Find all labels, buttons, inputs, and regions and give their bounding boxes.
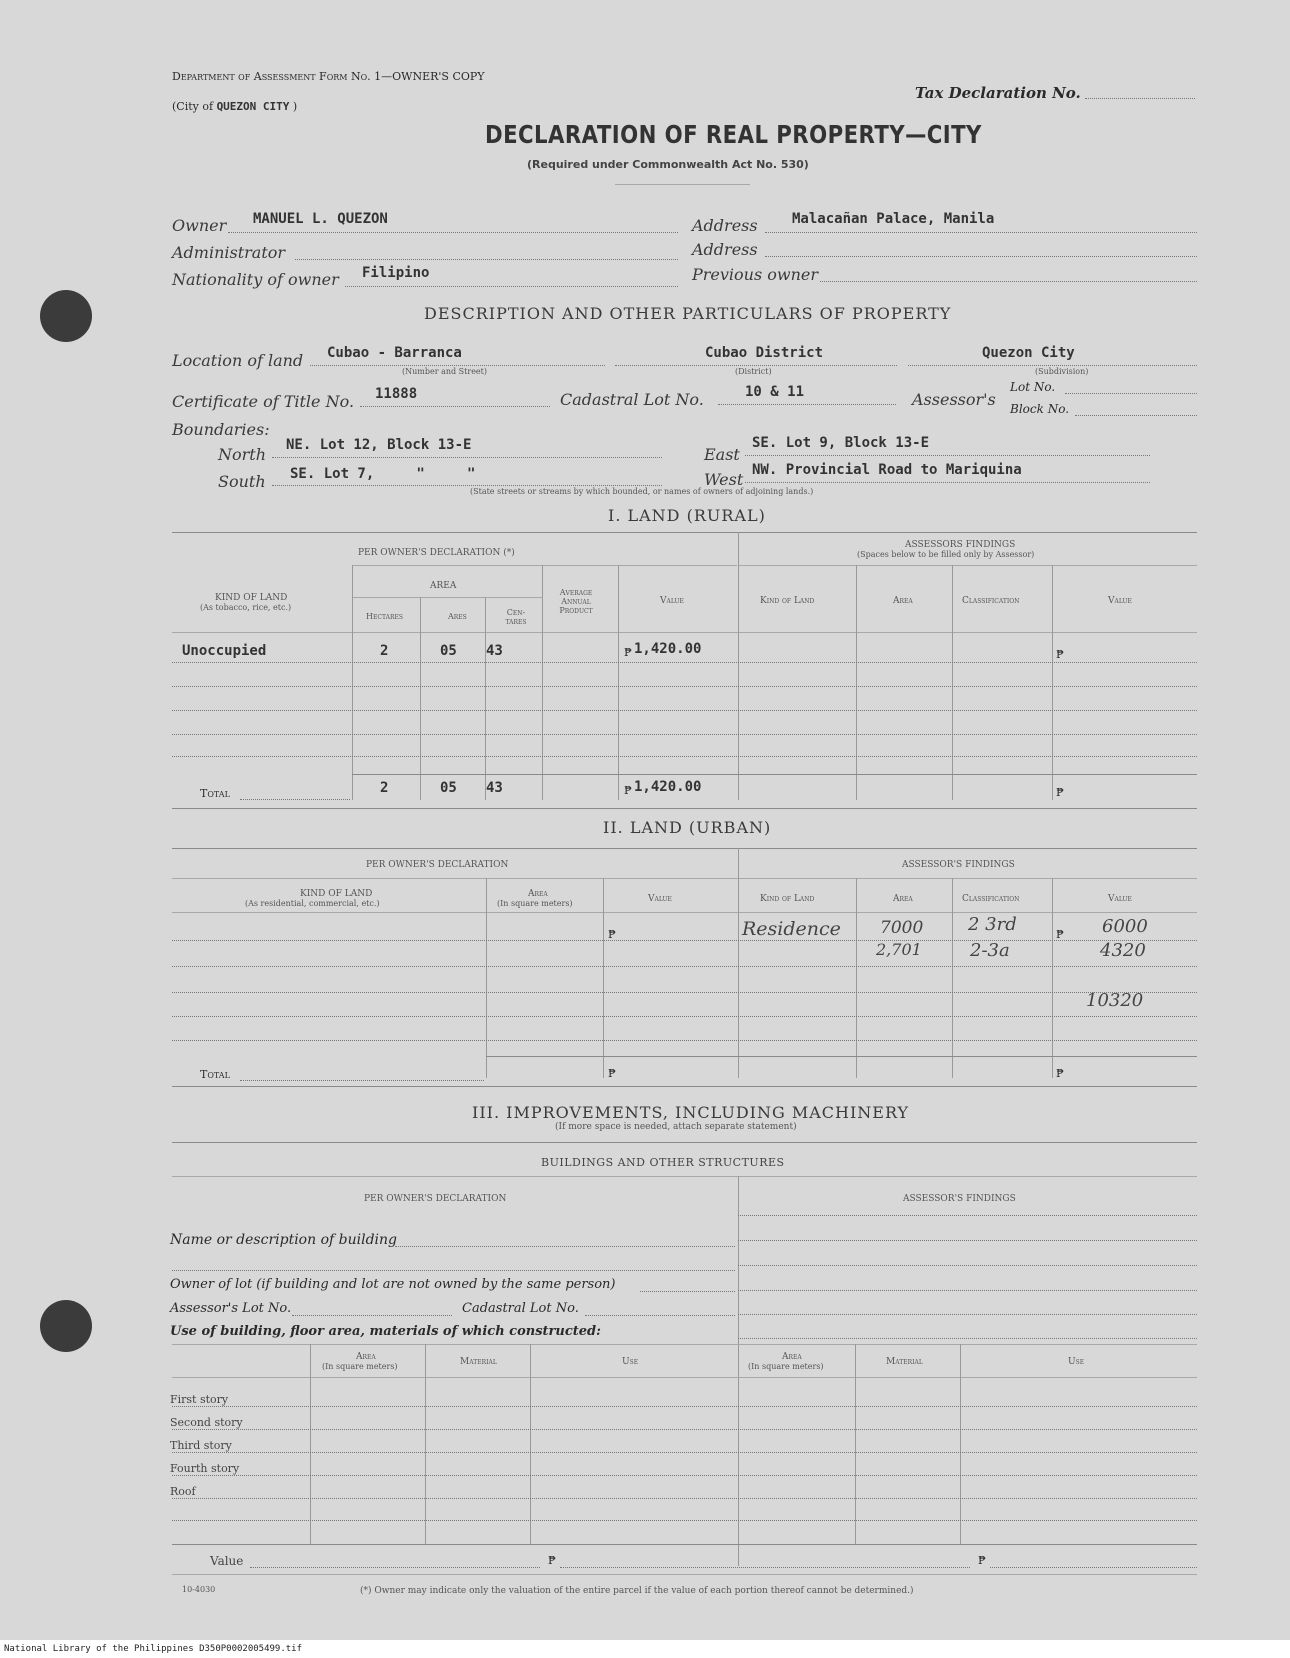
stories-top-rule: [172, 1344, 1197, 1345]
cadastral-label: Cadastral Lot No.: [560, 390, 704, 409]
story-second: Second story: [170, 1416, 243, 1429]
nationality-line: [345, 286, 678, 287]
urban-col-assessor-area: Area: [893, 894, 913, 904]
rural-row-centares: 43: [486, 643, 503, 659]
assessor-line: [738, 1338, 1197, 1339]
south-value: SE. Lot 7, " ": [290, 466, 476, 482]
improvements-assessor-findings: ASSESSOR'S FINDINGS: [903, 1194, 1016, 1204]
story-col-divider: [855, 1344, 856, 1544]
description-heading: DESCRIPTION AND OTHER PARTICULARS OF PROPERTY: [424, 304, 952, 323]
story-col-assessor-area-note: (In square meters): [748, 1362, 824, 1371]
city-value: QUEZON CITY: [216, 100, 290, 113]
rural-col-divider: [618, 565, 619, 800]
page-title: DECLARATION OF REAL PROPERTY—CITY: [485, 120, 982, 149]
handwritten-class-2: 2-3a: [970, 940, 1010, 961]
urban-assessor-findings: ASSESSOR'S FINDINGS: [902, 860, 1015, 870]
urban-col-area: Area: [528, 889, 548, 899]
urban-col-value: Value: [648, 894, 672, 904]
urban-row-assessor-peso: ₱: [1056, 928, 1064, 941]
urban-heading: II. LAND (URBAN): [603, 818, 772, 837]
north-value: NE. Lot 12, Block 13-E: [286, 437, 472, 453]
urban-col-divider: [738, 848, 739, 1078]
urban-columns-rule: [172, 912, 1197, 913]
urban-total-assessor-peso: ₱: [1056, 1067, 1064, 1080]
handwritten-total: 10320: [1086, 990, 1144, 1011]
rural-heading: I. LAND (RURAL): [608, 506, 766, 525]
rural-col-assessor-classification: Classification: [962, 596, 1020, 606]
lot-no-line: [1065, 393, 1197, 394]
story-line: [172, 1520, 1197, 1521]
page-subtitle: (Required under Commonwealth Act No. 530): [527, 158, 809, 171]
story-col-divider: [530, 1344, 531, 1544]
story-line: [172, 1429, 1197, 1430]
rural-col-kind-note: (As tobacco, rice, etc.): [200, 603, 292, 612]
rural-top-rule: [172, 532, 1197, 533]
punch-hole: [40, 1300, 92, 1352]
block-no-line: [1075, 415, 1197, 416]
improvements-divider: [738, 1176, 739, 1566]
scan-footer: National Library of the Philippines D350P0002005499.tif: [0, 1640, 1290, 1658]
previous-owner-line: [820, 281, 1197, 282]
urban-col-assessor-classification: Classification: [962, 894, 1020, 904]
urban-row-line: [172, 992, 1197, 993]
assessor-line: [738, 1215, 1197, 1216]
title-no-value: 11888: [375, 386, 418, 402]
urban-col-divider: [952, 878, 953, 1078]
rural-col-area: AREA: [430, 581, 457, 591]
boundaries-note: (State streets or streams by which bounded, or names of owners of adjoining lands.): [470, 487, 814, 496]
urban-row-line: [172, 966, 1197, 967]
assessor-line: [738, 1240, 1197, 1241]
building-extra-line: [172, 1270, 735, 1271]
stories-bottom-rule: [172, 1544, 1197, 1545]
building-value-assessor-peso: ₱: [978, 1554, 986, 1567]
urban-total-rule: [486, 1056, 1197, 1057]
lot-no-label: Lot No.: [1010, 380, 1056, 394]
story-roof: Roof: [170, 1485, 196, 1498]
story-col-use: Use: [622, 1357, 639, 1367]
rural-col-ares: Ares: [448, 612, 467, 621]
west-line: [745, 482, 1150, 483]
owner-line: [228, 232, 678, 233]
stories-header-rule: [172, 1377, 1197, 1378]
rural-total-ares: 05: [440, 780, 457, 796]
improvements-header-rule: [172, 1176, 1197, 1177]
punch-hole: [40, 290, 92, 342]
rural-total-label: Total: [200, 787, 230, 800]
rural-col-value: Value: [660, 596, 684, 606]
story-line: [172, 1406, 1197, 1407]
urban-header-rule: [172, 878, 1197, 879]
story-col-assessor-material: Material: [886, 1357, 923, 1367]
rural-total-value: 1,420.00: [634, 779, 702, 795]
rural-col-average: Average Annual Product: [559, 588, 593, 615]
building-name-line: [395, 1246, 735, 1247]
urban-col-kind: KIND OF LAND: [300, 889, 373, 899]
handwritten-area-2: 2,701: [876, 940, 922, 959]
nationality-value: Filipino: [362, 265, 430, 281]
assessor-line: [738, 1265, 1197, 1266]
story-col-divider: [960, 1344, 961, 1544]
story-line: [172, 1498, 1197, 1499]
assessor-lot-line: [292, 1315, 452, 1316]
rural-col-divider: [485, 597, 486, 800]
urban-col-divider: [856, 878, 857, 1078]
story-col-assessor-use: Use: [1068, 1357, 1085, 1367]
urban-total-peso: ₱: [608, 1067, 616, 1080]
administrator-label: Administrator: [172, 243, 286, 262]
caption-subdivision: (Subdivision): [1035, 367, 1089, 376]
rural-col-divider: [738, 532, 739, 800]
location-street-line: [310, 365, 605, 366]
buildings-subheading: BUILDINGS AND OTHER STRUCTURES: [541, 1156, 785, 1169]
rural-col-assessor-area: Area: [893, 596, 913, 606]
title-ornament: [615, 184, 750, 185]
urban-row-line: [172, 1016, 1197, 1017]
story-col-divider: [310, 1344, 311, 1544]
location-city-line: [908, 365, 1197, 366]
story-line: [172, 1475, 1197, 1476]
west-value: NW. Provincial Road to Mariquina: [752, 462, 1022, 478]
rural-owner-declaration: PER OWNER'S DECLARATION (*): [358, 548, 515, 558]
story-col-area-note: (In square meters): [322, 1362, 398, 1371]
rural-assessor-note: (Spaces below to be filled only by Assessor): [857, 550, 1035, 559]
urban-bottom-rule: [172, 1086, 1197, 1087]
rural-col-divider: [352, 565, 353, 800]
building-cadastral-label: Cadastral Lot No.: [462, 1301, 579, 1316]
block-no-label: Block No.: [1010, 402, 1070, 416]
assessor-lot-label: Assessor's Lot No.: [170, 1301, 292, 1316]
rural-col-divider: [542, 565, 543, 800]
rural-row-line: [172, 686, 1197, 687]
rural-total-centares: 43: [486, 780, 503, 796]
rural-total-line: [240, 799, 350, 800]
rural-header-rule: [738, 565, 1197, 566]
building-cadastral-line: [585, 1315, 735, 1316]
address-value: Malacañan Palace, Manila: [792, 211, 995, 227]
rural-row-line: [172, 734, 1197, 735]
owner-of-lot-line: [640, 1291, 735, 1292]
rural-col-divider: [856, 565, 857, 800]
urban-top-rule: [172, 848, 1197, 849]
urban-col-assessor-value: Value: [1108, 894, 1132, 904]
owner-value: MANUEL L. QUEZON: [253, 211, 388, 227]
rural-area-rule: [352, 597, 542, 598]
rural-col-kind: KIND OF LAND: [215, 593, 288, 603]
administrator-line: [295, 259, 678, 260]
story-col-divider: [425, 1344, 426, 1544]
assessor-line: [738, 1314, 1197, 1315]
handwritten-value-1: 6000: [1102, 916, 1148, 937]
building-value-label: Value: [210, 1554, 244, 1568]
rural-row-hectares: 2: [380, 643, 389, 659]
improvements-owner-declaration: PER OWNER'S DECLARATION: [364, 1194, 507, 1204]
rural-col-divider: [420, 597, 421, 800]
rural-row-line: [172, 710, 1197, 711]
title-no-line: [360, 406, 550, 407]
story-third: Third story: [170, 1439, 232, 1452]
rural-columns-rule: [172, 632, 1197, 633]
rural-row-peso: ₱: [624, 646, 632, 659]
urban-owner-declaration: PER OWNER'S DECLARATION: [366, 860, 509, 870]
rural-col-hectares: Hectares: [366, 612, 403, 621]
location-district: Cubao District: [705, 345, 824, 361]
west-label: West: [704, 470, 744, 489]
form-code: 10-4030: [182, 1585, 216, 1594]
north-line: [272, 457, 662, 458]
location-district-line: [615, 365, 897, 366]
rural-row-assessor-peso: ₱: [1056, 648, 1064, 661]
tax-declaration-line: [1085, 98, 1195, 99]
address2-line: [765, 256, 1197, 257]
location-label: Location of land: [172, 351, 304, 370]
rural-col-assessor-value: Value: [1108, 596, 1132, 606]
building-value-line: [250, 1567, 540, 1568]
rural-total-assessor-peso: ₱: [1056, 786, 1064, 799]
form-bottom-rule: [172, 1574, 1197, 1575]
city-close: ): [292, 100, 298, 113]
footnote: (*) Owner may indicate only the valuation of the entire parcel if the value of each portion thereof cannot be determined.): [360, 1586, 914, 1596]
urban-col-divider: [603, 878, 604, 1078]
story-fourth: Fourth story: [170, 1462, 240, 1475]
owner-label: Owner: [172, 216, 227, 235]
building-value-assessor-line: [990, 1567, 1197, 1568]
handwritten-kind: Residence: [742, 918, 841, 940]
location-city: Quezon City: [982, 345, 1075, 361]
rural-total-peso: ₱: [624, 784, 632, 797]
boundaries-label: Boundaries:: [172, 420, 270, 439]
building-value-peso: ₱: [548, 1554, 556, 1567]
east-line: [745, 455, 1150, 456]
rural-col-assessor-kind: Kind of Land: [760, 596, 815, 606]
rural-row-kind: Unoccupied: [182, 643, 267, 659]
cadastral-line: [718, 404, 896, 405]
rural-total-hectares: 2: [380, 780, 389, 796]
story-col-material: Material: [460, 1357, 497, 1367]
urban-col-area-note: (In square meters): [497, 899, 573, 908]
assessor-line: [738, 1290, 1197, 1291]
south-line: [272, 485, 662, 486]
building-name-label: Name or description of building: [170, 1232, 397, 1248]
handwritten-area-1: 7000: [880, 918, 924, 938]
cadastral-value: 10 & 11: [745, 384, 805, 400]
urban-col-assessor-kind: Kind of Land: [760, 894, 815, 904]
handwritten-class-1: 2 3rd: [968, 914, 1017, 935]
rural-row-ares: 05: [440, 643, 457, 659]
story-first: First story: [170, 1393, 229, 1406]
rural-col-centares: Cen-tares: [505, 608, 527, 626]
assessors-label: Assessor's: [912, 390, 996, 409]
form-line: Department of Assessment Form No. 1—OWNER'S COPY: [172, 70, 485, 83]
rural-row-line: [172, 662, 1197, 663]
story-line: [172, 1452, 1197, 1453]
rural-row-line: [172, 756, 1197, 757]
handwritten-value-2: 4320: [1100, 940, 1146, 961]
rural-col-divider: [952, 565, 953, 800]
title-no-label: Certificate of Title No.: [172, 392, 355, 411]
urban-col-kind-note: (As residential, commercial, etc.): [245, 899, 380, 908]
east-value: SE. Lot 9, Block 13-E: [752, 435, 930, 451]
caption-district: (District): [735, 367, 772, 376]
address-line: [765, 232, 1197, 233]
improvements-top-rule: [172, 1142, 1197, 1143]
use-of-building-label: Use of building, floor area, materials of which constructed:: [170, 1324, 601, 1339]
urban-row-line: [172, 1040, 1197, 1041]
improvements-note: (If more space is needed, attach separate statement): [555, 1122, 797, 1132]
improvements-heading: III. IMPROVEMENTS, INCLUDING MACHINERY: [472, 1103, 910, 1122]
city-field: [172, 100, 297, 113]
rural-col-divider: [1052, 565, 1053, 800]
rural-header-rule: [352, 565, 737, 566]
urban-total-line: [240, 1080, 484, 1081]
building-value-line: [560, 1567, 970, 1568]
rural-row-value: 1,420.00: [634, 641, 702, 657]
urban-col-divider: [1052, 878, 1053, 1078]
address2-label: Address: [692, 240, 758, 259]
urban-total-label: Total: [200, 1068, 230, 1081]
north-label: North: [218, 445, 267, 464]
rural-assessor-findings: ASSESSORS FINDINGS: [905, 540, 1016, 550]
address-label: Address: [692, 216, 758, 235]
east-label: East: [704, 445, 740, 464]
rural-bottom-rule: [172, 808, 1197, 809]
tax-declaration-label: Tax Declaration No.: [915, 84, 1081, 102]
location-street: Cubao - Barranca: [327, 345, 462, 361]
nationality-label: Nationality of owner: [172, 270, 339, 289]
urban-row-line: [172, 940, 1197, 941]
owner-of-lot-label: Owner of lot (if building and lot are not owned by the same person): [170, 1277, 616, 1292]
rural-total-rule: [352, 774, 1197, 775]
urban-row-peso: ₱: [608, 928, 616, 941]
story-col-area: Area: [356, 1352, 376, 1362]
previous-owner-label: Previous owner: [692, 265, 819, 284]
caption-street: (Number and Street): [402, 367, 487, 376]
city-label: (City of: [172, 100, 214, 113]
story-col-assessor-area: Area: [782, 1352, 802, 1362]
south-label: South: [218, 472, 266, 491]
urban-col-divider: [486, 878, 487, 1078]
